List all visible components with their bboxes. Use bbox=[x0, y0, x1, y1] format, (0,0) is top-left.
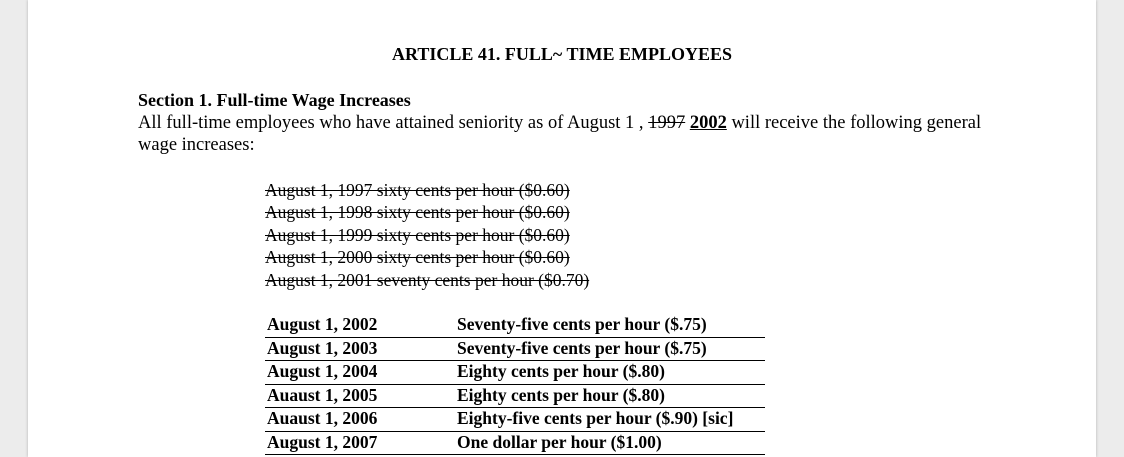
old-schedule-line: August 1, 1998 sixty cents per hour ($0.60) bbox=[265, 202, 570, 223]
schedule-amount: Eighty cents per hour ($.80) bbox=[457, 361, 665, 381]
paragraph-text-end: will receive the following general wage increases: bbox=[138, 113, 982, 155]
new-wage-schedule bbox=[265, 314, 765, 455]
schedule-date: August 1, 2003 bbox=[267, 337, 378, 358]
schedule-date: August 1, 2002 bbox=[267, 314, 378, 334]
schedule-amount: Eighty-five cents per hour ($.90) [sic] bbox=[457, 408, 734, 428]
section-paragraph bbox=[138, 112, 988, 156]
new-year: 2002 bbox=[689, 113, 727, 133]
schedule-row bbox=[265, 408, 765, 432]
old-schedule-line: August 1, 1999 sixty cents per hour ($0.60) bbox=[265, 224, 570, 245]
schedule-row bbox=[265, 314, 765, 338]
struck-year: 1997 bbox=[648, 113, 686, 133]
document-page bbox=[28, 0, 1096, 457]
schedule-row bbox=[265, 385, 765, 409]
old-schedule-line: August 1, 1997 sixty cents per hour ($0.60) bbox=[265, 180, 570, 200]
schedule-date: August 1, 2007 bbox=[267, 431, 378, 452]
schedule-amount: Seventy-five cents per hour ($.75) bbox=[457, 337, 707, 358]
schedule-row bbox=[265, 432, 765, 456]
schedule-row bbox=[265, 338, 765, 362]
article-title: ARTICLE 41. FULL~ TIME EMPLOYEES bbox=[392, 44, 732, 64]
schedule-amount: Eighty cents per hour ($.80) bbox=[457, 384, 665, 405]
old-schedule-line: August 1, 2000 sixty cents per hour ($0.60) bbox=[265, 247, 570, 268]
schedule-row bbox=[265, 361, 765, 385]
paragraph-text-start: All full-time employees who have attained seniority as of August 1 , bbox=[138, 113, 649, 133]
schedule-amount: One dollar per hour ($1.00) bbox=[457, 431, 662, 452]
schedule-date: August 1, 2004 bbox=[267, 361, 378, 381]
schedule-date: Auaust 1, 2006 bbox=[267, 408, 378, 428]
old-wage-schedule bbox=[265, 179, 589, 291]
schedule-date: Auaust 1, 2005 bbox=[267, 384, 378, 405]
schedule-amount: Seventy-five cents per hour ($.75) bbox=[457, 314, 707, 334]
old-schedule-line: August 1, 2001 seventy cents per hour ($0.70) bbox=[265, 269, 590, 290]
section-heading: Section 1. Full-time Wage Increases bbox=[138, 90, 411, 110]
